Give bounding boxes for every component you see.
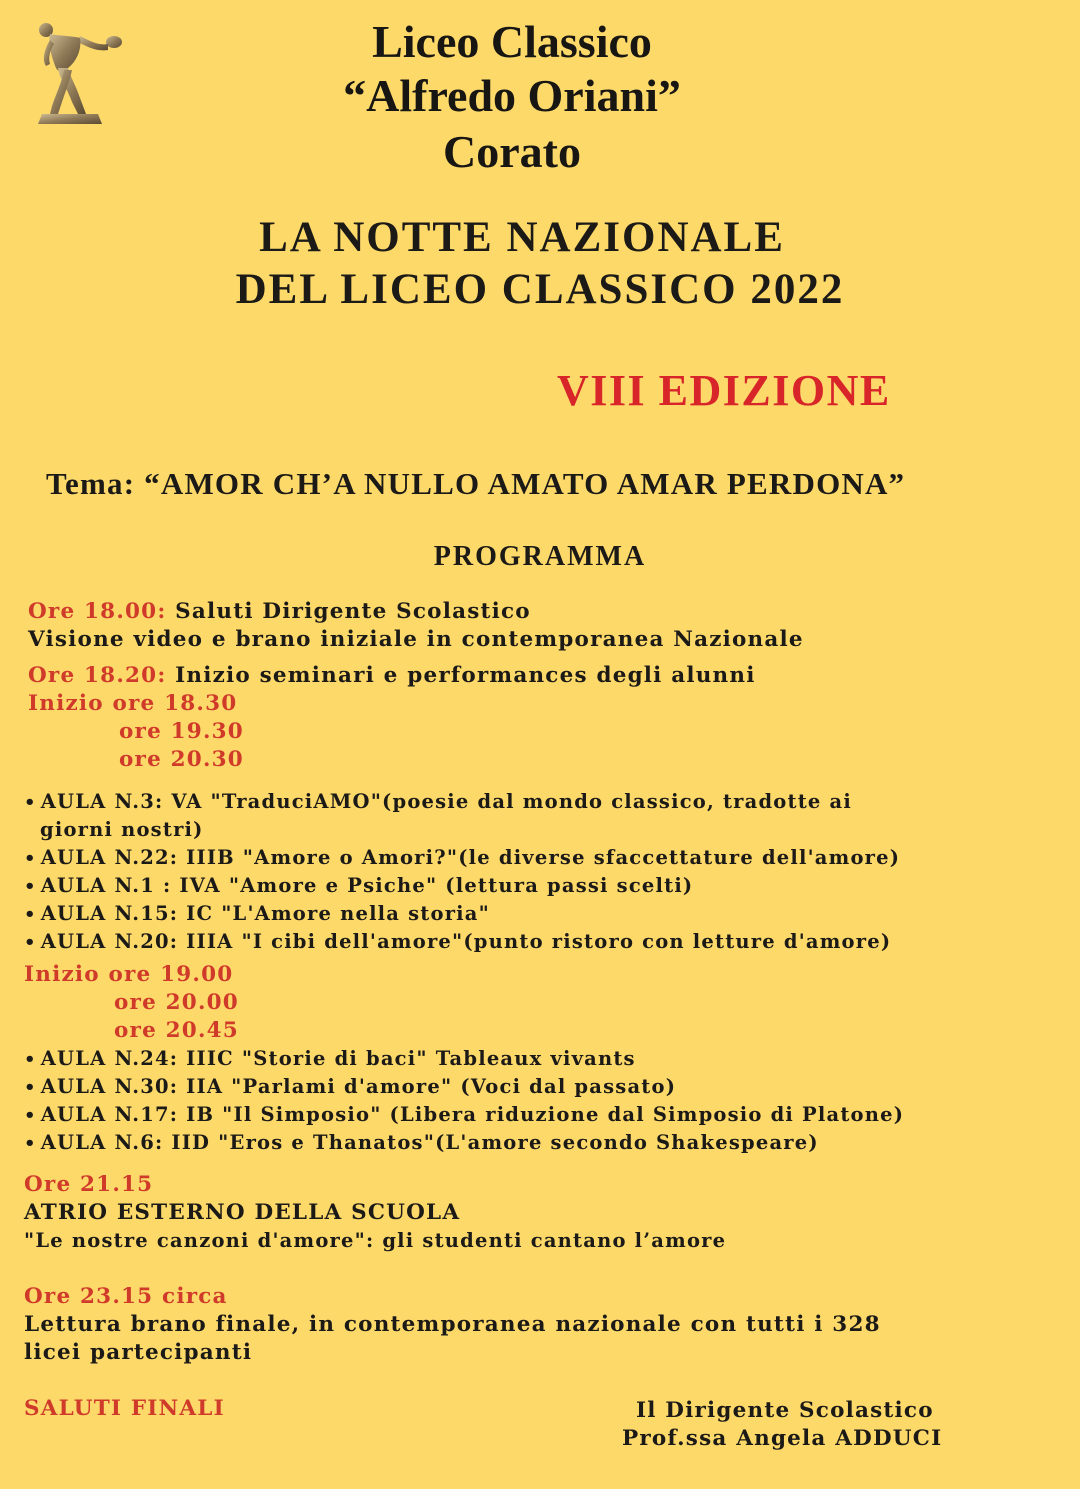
program-entry-1800-detail: Visione video e brano iniziale in contemporanea Nazionale [28,627,804,652]
list-item: • AULA N.15: IC "L'Amore nella storia" [24,902,490,925]
venue-label: ATRIO ESTERNO DELLA SCUOLA [24,1200,461,1225]
entry-text: "Le nostre canzoni d'amore": gli studenti cantano l’amore [24,1229,727,1252]
event-theme: Tema: “AMOR CH’A NULLO AMATO AMAR PERDONA” [46,466,906,501]
list-item: • AULA N.24: IIIC "Storie di baci" Tableaux vivants [24,1047,636,1070]
list-item: • AULA N.1 : IVA "Amore e Psiche" (lettura passi scelti) [24,874,694,897]
list-item: • AULA N.17: IB "Il Simposio" (Libera riduzione dal Simposio di Platone) [24,1103,905,1126]
signature-role: Il Dirigente Scolastico [636,1398,934,1423]
start-time-3: ore 20.30 [119,747,244,772]
entry-text: licei partecipanti [24,1340,253,1365]
time-label-2315: Ore 23.15 circa [24,1284,228,1309]
start-time-2: ore 19.30 [119,719,244,744]
event-title-line1: LA NOTTE NAZIONALE [259,214,785,261]
time-label: Ore 18.00: [28,599,167,624]
list-item-continuation: giorni nostri) [40,818,204,841]
list-item: • AULA N.22: IIIB "Amore o Amori?"(le diverse sfaccettature dell'amore) [24,846,901,869]
time-label: Ore 18.20: [28,663,167,688]
list-item: • AULA N.30: IIA "Parlami d'amore" (Voci dal passato) [24,1075,677,1098]
start-times-label: Inizio ore 18.30 [28,691,238,716]
event-title-line2: DEL LICEO CLASSICO 2022 [235,266,845,313]
entry-text: Lettura brano finale, in contemporanea nazionale con tutti i 328 [24,1312,881,1337]
program-entry-1820 [28,662,756,690]
time-label-2115: Ore 21.15 [24,1172,154,1197]
start-time-2: ore 20.00 [114,990,239,1015]
program-entry-1800 [28,598,531,626]
edition-label: VIII EDIZIONE [557,366,891,415]
school-subtitle: “Alfredo Oriani” [343,70,681,121]
school-name: Liceo Classico [372,16,652,67]
school-city: Corato [443,126,581,177]
signature-name: Prof.ssa Angela ADDUCI [622,1426,943,1451]
closing-label: SALUTI FINALI [24,1396,225,1421]
entry-text: Saluti Dirigente Scolastico [166,599,531,624]
start-time-3: ore 20.45 [114,1018,239,1043]
entry-text: Inizio seminari e performances degli alunni [166,663,756,688]
list-item: • AULA N.6: IID "Eros e Thanatos"(L'amore secondo Shakespeare) [24,1131,819,1154]
programma-heading: PROGRAMMA [433,541,647,572]
list-item: • AULA N.3: VA "TraduciAMO"(poesie dal mondo classico, tradotte ai [24,790,852,813]
start-times-label: Inizio ore 19.00 [24,962,234,987]
list-item: • AULA N.20: IIIA "I cibi dell'amore"(punto ristoro con letture d'amore) [24,930,892,953]
